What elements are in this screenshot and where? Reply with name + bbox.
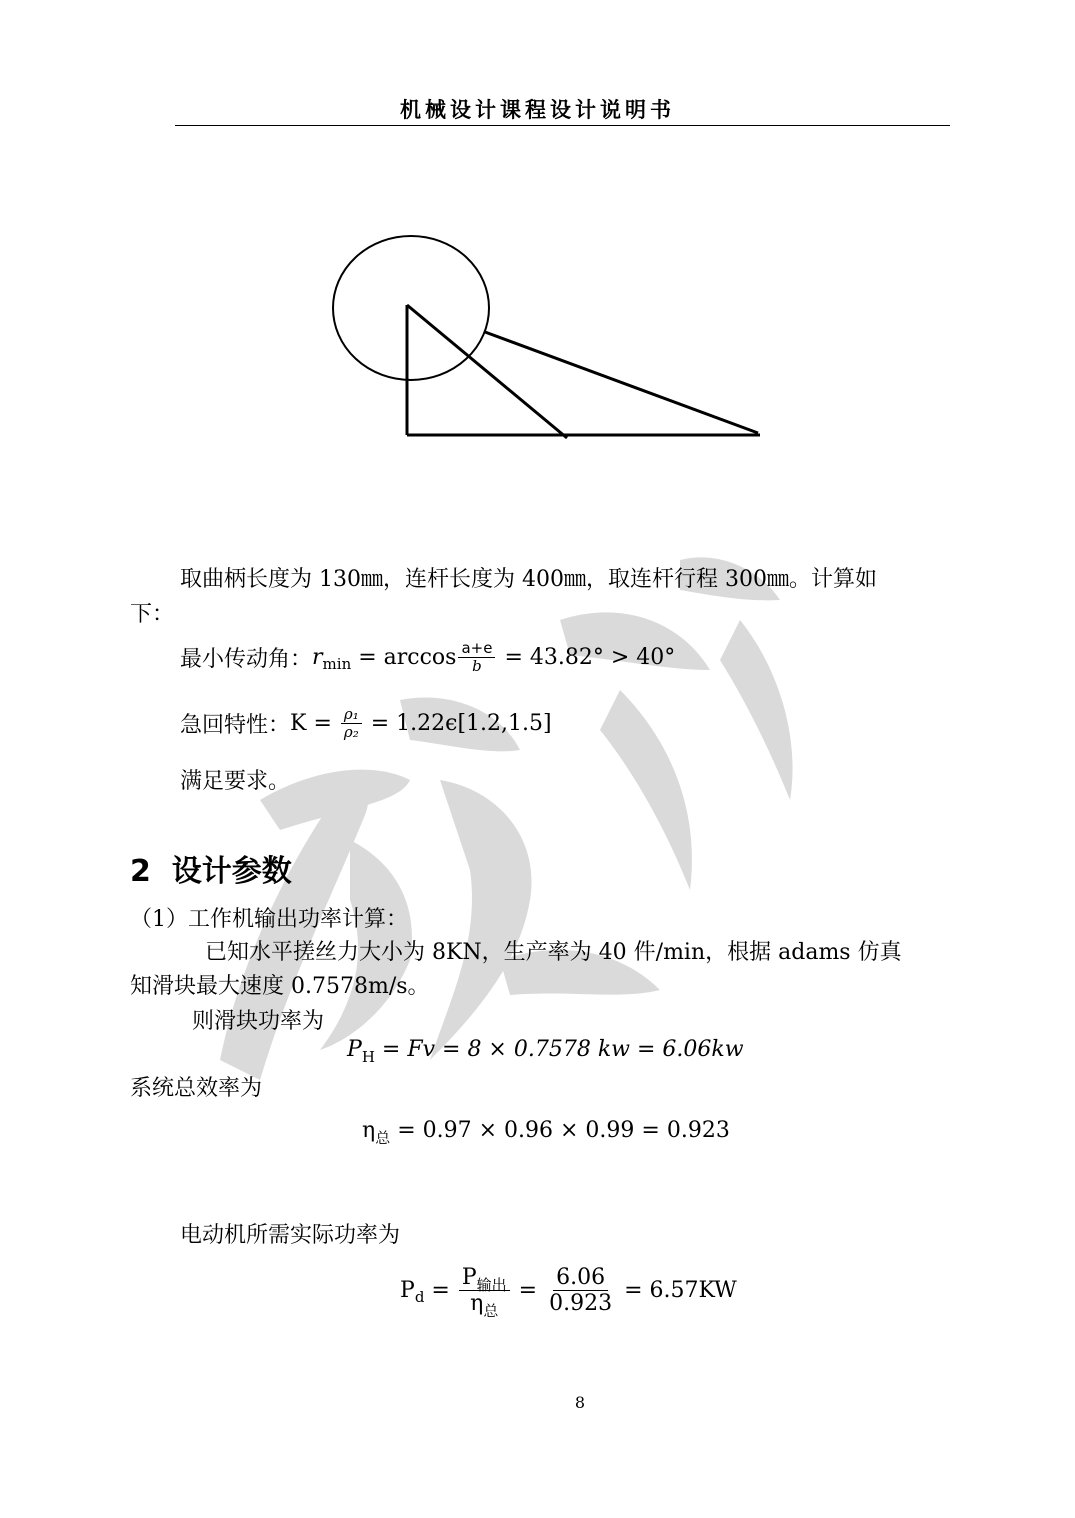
pd-fraction-2 bbox=[546, 1265, 615, 1317]
min-angle-result: = 43.82° > 40° bbox=[497, 645, 676, 671]
min-angle-denominator: b bbox=[472, 657, 482, 676]
connecting-rod-line bbox=[485, 332, 758, 433]
eta-symbol: η bbox=[362, 1118, 376, 1143]
header-rule bbox=[175, 125, 950, 126]
eta-rest: = 0.97 × 0.96 × 0.99 = 0.923 bbox=[390, 1118, 730, 1143]
pd-equals-2: = bbox=[511, 1278, 545, 1304]
system-efficiency-text: 系统总效率为 bbox=[130, 1076, 263, 1101]
eta-subscript: 总 bbox=[375, 1129, 391, 1147]
motor-power-equation bbox=[400, 1265, 737, 1321]
paragraph-1-line-2: 下： bbox=[130, 602, 175, 627]
quick-return-denominator: ρ₂ bbox=[343, 723, 359, 742]
motor-power-text: 电动机所需实际功率为 bbox=[180, 1223, 401, 1248]
quick-return-formula bbox=[180, 706, 552, 742]
pd-subscript: d bbox=[414, 1287, 425, 1306]
quick-return-fraction bbox=[341, 706, 362, 742]
min-angle-numerator: a+e bbox=[458, 640, 495, 658]
pd-fraction-2-numerator: 6.06 bbox=[553, 1265, 608, 1291]
min-angle-formula bbox=[180, 640, 675, 676]
crank-slider-diagram bbox=[330, 235, 770, 445]
min-angle-label: 最小传动角： bbox=[180, 647, 313, 673]
min-angle-arccos: = arccos bbox=[351, 645, 457, 671]
efficiency-equation bbox=[362, 1118, 730, 1147]
pd-fraction-2-denominator: 0.923 bbox=[549, 1291, 613, 1317]
ph-subscript: H bbox=[361, 1048, 375, 1066]
pd-num-symbol: P bbox=[461, 1265, 477, 1290]
pd-den-subscript: 总 bbox=[483, 1302, 499, 1321]
satisfy-text: 满足要求。 bbox=[180, 769, 291, 794]
ph-rest: = Fv = 8 × 0.7578 kw = 6.06kw bbox=[374, 1037, 744, 1062]
quick-return-label: 急回特性： bbox=[180, 713, 291, 739]
ph-symbol: P bbox=[347, 1037, 362, 1062]
pd-result: = 6.57KW bbox=[617, 1278, 737, 1304]
pd-fraction-1-denominator bbox=[467, 1291, 501, 1321]
paragraph-1-line-1: 取曲柄长度为 130㎜，连杆长度为 400㎜，取连杆行程 300㎜。计算如 bbox=[180, 567, 877, 592]
pd-fraction-1 bbox=[459, 1265, 510, 1321]
subsection-1: （1）工作机输出功率计算： bbox=[130, 907, 408, 932]
pd-fraction-1-numerator bbox=[459, 1265, 510, 1294]
pd-den-symbol: η bbox=[470, 1291, 484, 1317]
paragraph-2-line-2: 知滑块最大速度 0.7578m/s。 bbox=[130, 974, 430, 999]
page-number: 8 bbox=[574, 1393, 586, 1412]
paragraph-2-line-1: 已知水平搓丝力大小为 8KN，生产率为 40 件/min，根据 adams 仿真 bbox=[205, 940, 902, 965]
quick-return-result: = 1.22ϵ[1.2,1.5] bbox=[363, 711, 552, 737]
min-angle-fraction bbox=[458, 640, 495, 676]
pd-equals-1: = bbox=[424, 1278, 457, 1304]
min-angle-r: r bbox=[312, 645, 323, 671]
pd-symbol: P bbox=[400, 1278, 415, 1304]
section-title: 2 设计参数 bbox=[130, 854, 292, 889]
min-angle-subscript: min bbox=[322, 654, 352, 673]
slider-power-equation bbox=[347, 1037, 744, 1066]
header-title: 机械设计课程设计说明书 bbox=[400, 98, 675, 122]
quick-return-numerator: ρ₁ bbox=[341, 706, 362, 724]
pd-num-subscript: 输出 bbox=[476, 1276, 507, 1294]
slider-power-text: 则滑块功率为 bbox=[192, 1009, 325, 1034]
quick-return-k: K = bbox=[290, 711, 339, 737]
